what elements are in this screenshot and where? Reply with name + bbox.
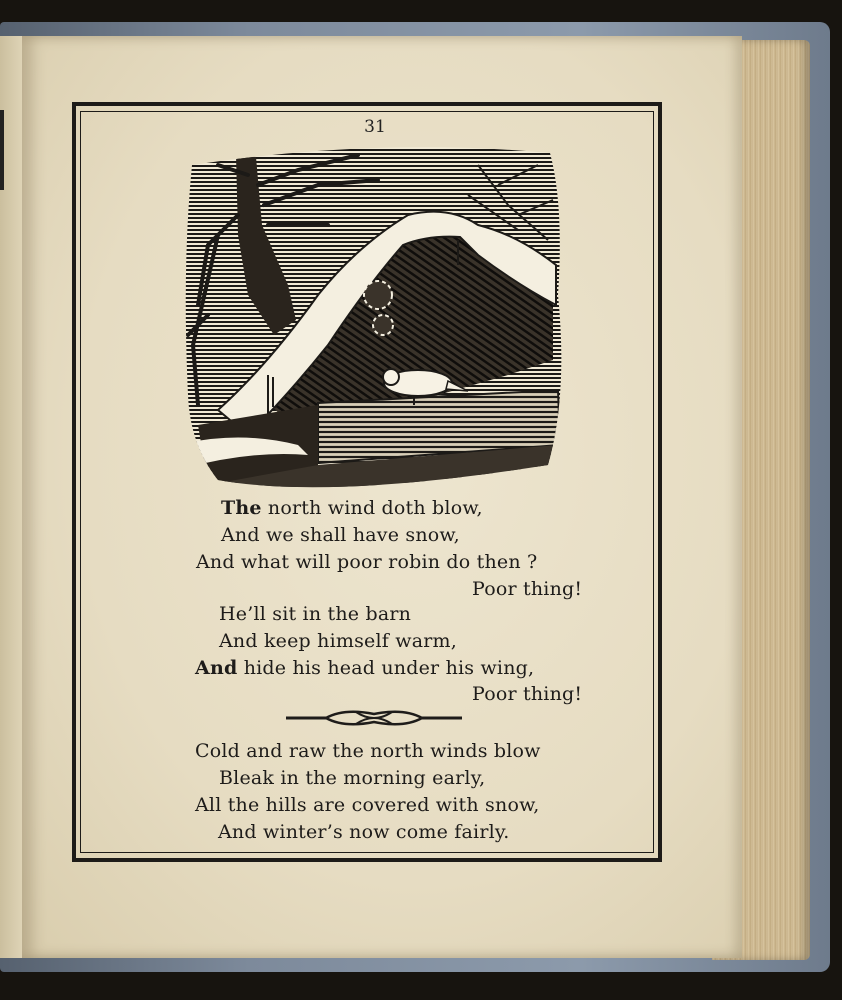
verse-line: He’ll sit in the barn [219,603,412,625]
verse-line: And hide his head under his wing, [195,657,535,679]
verse-line: And we shall have snow, [221,524,460,546]
ornament-divider [284,706,464,730]
verse-line: And winter’s now come fairly. [218,821,510,843]
verse-line: All the hills are covered with snow, [195,794,540,816]
verse-line: And what will poor robin do then ? [196,551,538,573]
verse-line: Poor thing! [472,683,583,705]
verse-line: Bleak in the morning early, [219,767,486,789]
verse-line: Poor thing! [472,578,583,600]
verse-line: Cold and raw the north winds blow [195,740,541,762]
woodcut-illustration [178,145,564,495]
page-number: 31 [364,117,386,137]
verse-line: The north wind doth blow, [221,497,483,519]
left-page-mark [0,110,4,190]
verse-line: And keep himself warm, [219,630,457,652]
